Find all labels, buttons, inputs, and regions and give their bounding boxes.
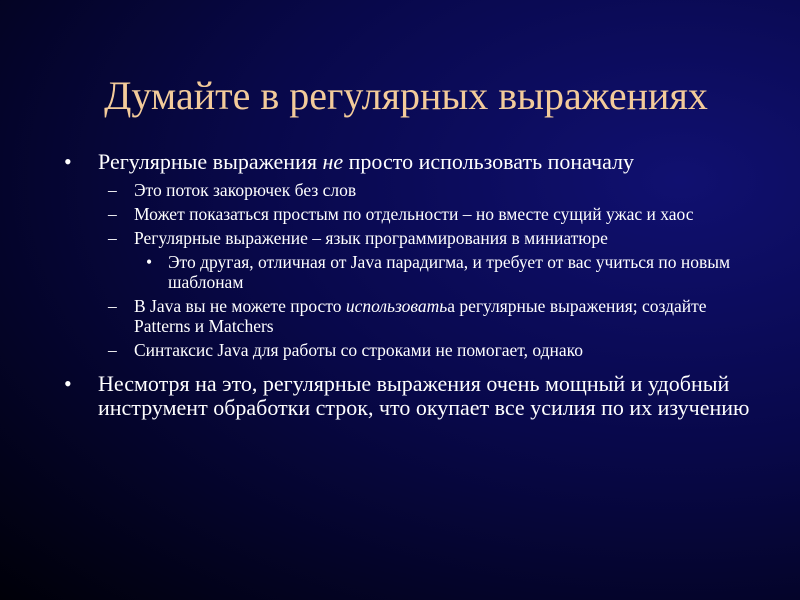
sub-bullet-item-3 [62,228,752,248]
slide-title: Думайте в регулярных выражениях [104,73,708,118]
bullet-marker: • [64,371,72,396]
sub-bullet-text: Регулярные выражение – язык программирования в миниатюре [134,228,608,248]
bullet-text: просто использовать поначалу [343,149,635,174]
bullet-item-1 [62,150,752,174]
sub-bullet-text: В Java вы не можете просто [134,296,346,316]
bullet-text: Регулярные выражения [98,149,323,174]
bullet-text: Несмотря на это, регулярные выражения очень мощный и удобный инструмент обработки строк, что окупает все усилия по их изучению [98,371,750,420]
sub-bullet-item-5 [62,340,752,360]
dash-marker: – [108,204,117,224]
dash-marker: – [108,340,117,360]
dash-marker: – [108,296,117,316]
dash-marker: – [108,228,117,248]
sub-bullet-text: a регулярные выражения; создайте Patterns и Matchers [134,296,707,336]
sub-bullet-text: Может показаться простым по отдельности – но вместе сущий ужас и хаос [134,204,694,224]
sub-bullet-text: Это поток закорючек без слов [134,180,357,200]
sub-sub-bullet-item-1 [62,252,752,292]
sub-sub-bullet-text: Это другая, отличная от Java парадигма, и требует от вас учиться по новым шаблонам [168,252,731,292]
bullet-marker: • [64,149,72,174]
sub-bullet-emphasis: использовать [345,296,448,316]
sub-bullet-item-1 [62,180,752,200]
bullet-marker: • [146,252,153,272]
sub-bullet-item-4 [62,296,752,336]
sub-bullet-text: Синтаксис Java для работы со строками не помогает, однако [134,340,584,360]
bullet-list [62,150,752,426]
bullet-item-2 [62,372,752,420]
bullet-emphasis: не [322,149,344,174]
dash-marker: – [108,180,117,200]
sub-bullet-item-2 [62,204,752,224]
